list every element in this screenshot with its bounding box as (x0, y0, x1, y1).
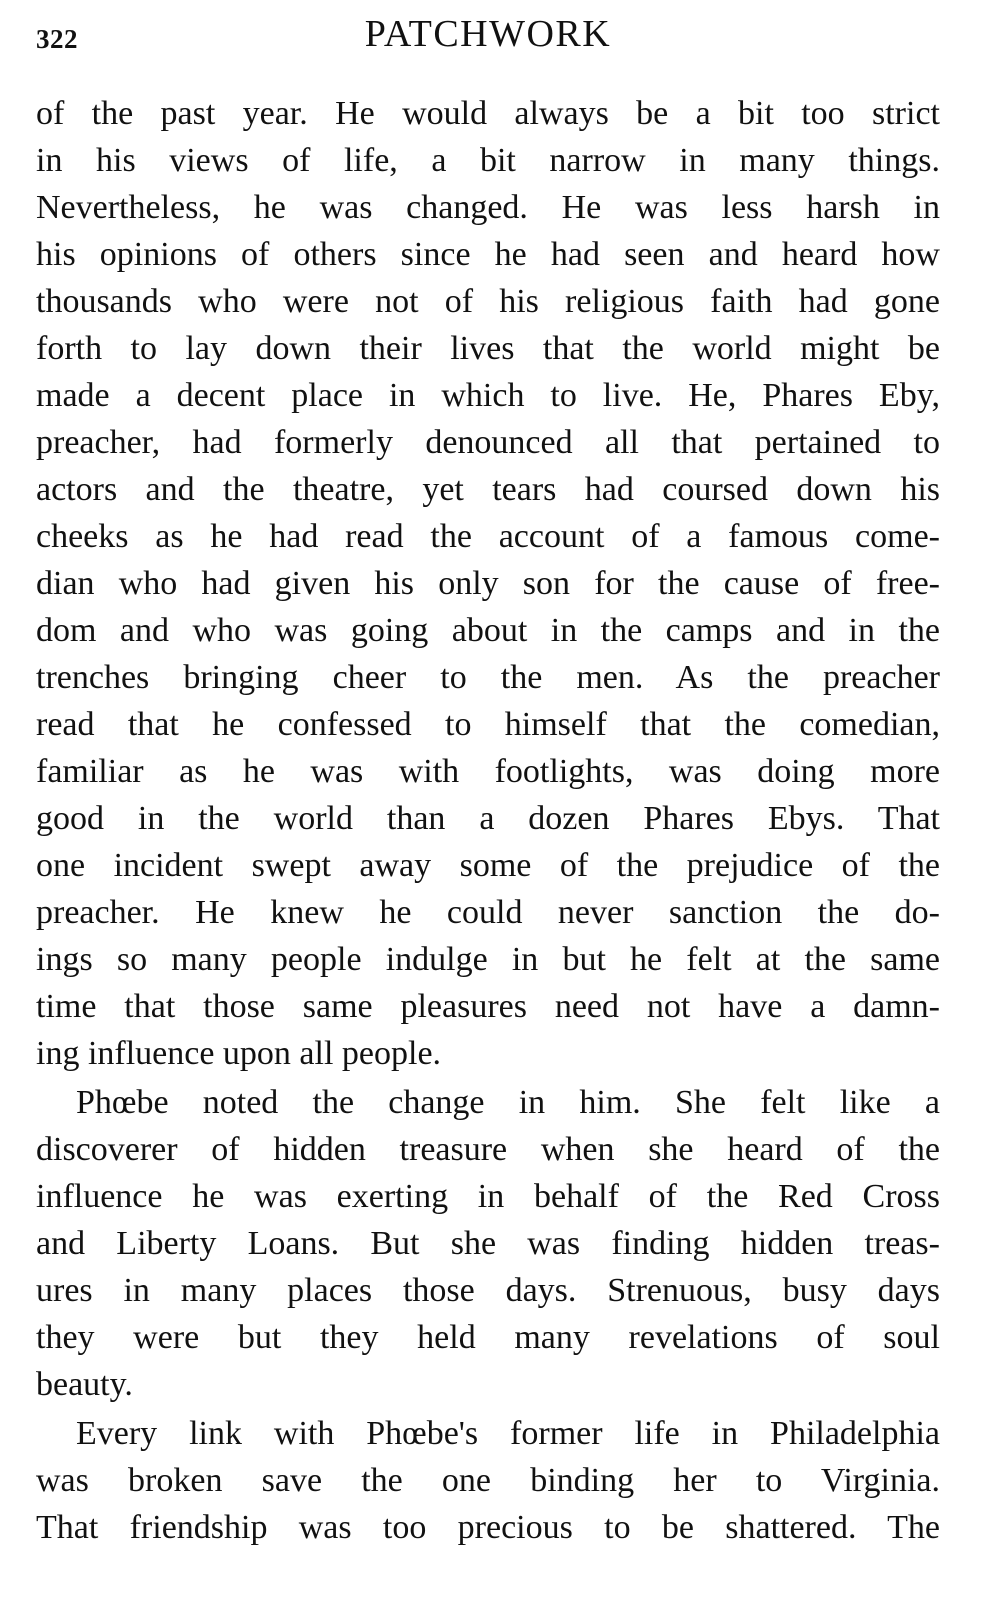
text-line: influence he was exerting in behalf of the Red Cross (36, 1178, 940, 1215)
paragraph (36, 90, 940, 1077)
page-number: 322 (36, 24, 78, 54)
text-line: actors and the theatre, yet tears had coursed down his (36, 471, 940, 508)
paragraph (36, 1410, 940, 1551)
text-line: cheeks as he had read the account of a famous come- (36, 518, 940, 555)
text-line: dian who had given his only son for the cause of free- (36, 565, 940, 602)
text-line: ings so many people indulge in but he felt at the same (36, 941, 940, 978)
text-line: his opinions of others since he had seen and heard how (36, 236, 940, 273)
text-line: good in the world than a dozen Phares Ebys. That (36, 800, 940, 837)
text-line: Phœbe noted the change in him. She felt like a (76, 1084, 940, 1121)
running-title: PATCHWORK (364, 13, 612, 55)
text-line: preacher. He knew he could never sanction the do- (36, 894, 940, 931)
text-line: preacher, had formerly denounced all that pertained to (36, 424, 940, 461)
text-line: in his views of life, a bit narrow in many things. (36, 142, 940, 179)
paragraph (36, 1079, 940, 1408)
text-line: beauty. (36, 1366, 133, 1403)
text-line: That friendship was too precious to be shattered. The (36, 1509, 940, 1546)
text-line: read that he confessed to himself that the comedian, (36, 706, 940, 743)
text-line: of the past year. He would always be a bit too strict (36, 95, 940, 132)
text-line: time that those same pleasures need not have a damn- (36, 988, 940, 1025)
text-line: ures in many places those days. Strenuous, busy days (36, 1272, 940, 1309)
text-line: dom and who was going about in the camps and in the (36, 612, 940, 649)
text-line: one incident swept away some of the prejudice of the (36, 847, 940, 884)
text-line: trenches bringing cheer to the men. As the preacher (36, 659, 940, 696)
body-text (36, 90, 940, 1551)
text-line: discoverer of hidden treasure when she heard of the (36, 1131, 940, 1168)
text-line: Nevertheless, he was changed. He was less harsh in (36, 189, 940, 226)
text-line: they were but they held many revelations of soul (36, 1319, 940, 1356)
text-line: and Liberty Loans. But she was finding hidden treas- (36, 1225, 940, 1262)
text-line: familiar as he was with footlights, was doing more (36, 753, 940, 790)
text-line: ing influence upon all people. (36, 1035, 442, 1072)
running-head (36, 10, 940, 70)
text-line: forth to lay down their lives that the world might be (36, 330, 940, 367)
text-line: was broken save the one binding her to Virginia. (36, 1462, 940, 1499)
text-line: Every link with Phœbe's former life in Philadelphia (76, 1415, 940, 1452)
text-line: made a decent place in which to live. He, Phares Eby, (36, 377, 940, 414)
text-line: thousands who were not of his religious faith had gone (36, 283, 940, 320)
